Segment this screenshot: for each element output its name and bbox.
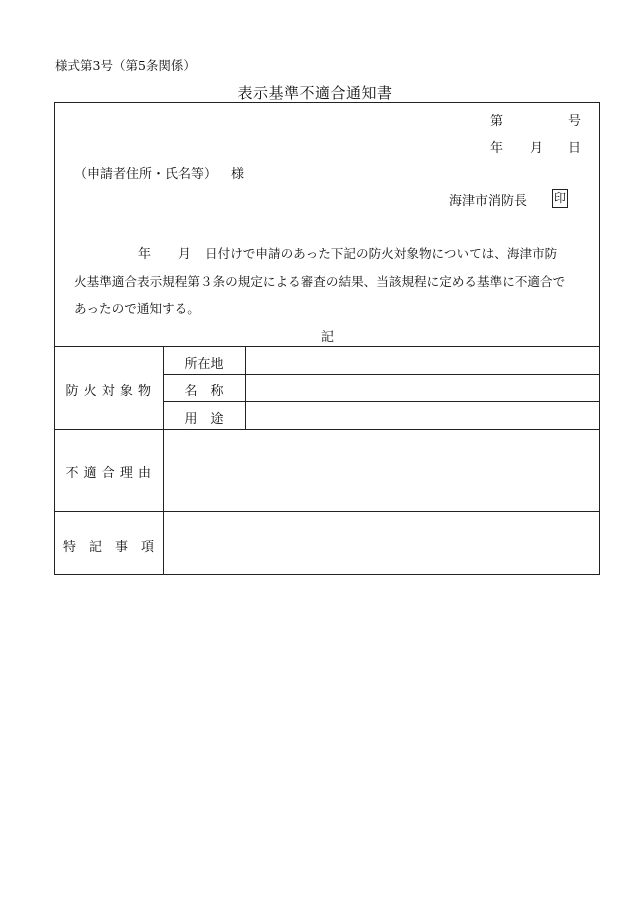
section-divider-notes xyxy=(54,511,600,512)
row-label-use: 用 途 xyxy=(184,412,224,427)
body-date-month: 月 xyxy=(178,247,192,262)
applicant-placeholder: （申請者住所・氏名等） xyxy=(74,167,218,182)
ki-heading: 記 xyxy=(321,330,335,345)
honorific-sama: 様 xyxy=(231,167,245,182)
row-divider-2 xyxy=(163,401,600,402)
row-divider-1 xyxy=(163,374,600,375)
seal-stamp-box: 印 xyxy=(552,189,568,208)
issuer-name: 海津市消防長 xyxy=(449,194,528,209)
notes-label: 特 記 事 項 xyxy=(62,540,154,555)
reason-label: 不 適 合 理 由 xyxy=(65,466,152,481)
form-number-label: 様式第3号（第5条関係） xyxy=(55,58,196,73)
section-divider-reason xyxy=(54,429,600,430)
number-prefix: 第 xyxy=(490,114,504,129)
table-top-border xyxy=(54,346,600,347)
body-date-year: 年 xyxy=(138,247,152,262)
body-line-2: 火基準適合表示規程第３条の規定による審査の結果、当該規程に定める基準に不適合で xyxy=(74,274,566,289)
object-label: 防 火 対 象 物 xyxy=(65,384,152,399)
number-suffix: 号 xyxy=(568,114,582,129)
date-month-label: 月 xyxy=(530,141,544,156)
body-line-3: あったので通知する。 xyxy=(74,301,200,316)
sublabel-column-divider xyxy=(245,346,246,429)
document-title: 表示基準不適合通知書 xyxy=(237,84,393,102)
body-line-1: 日付けで申請のあった下記の防火対象物については、海津市防 xyxy=(205,246,558,261)
row-label-location: 所在地 xyxy=(184,357,224,372)
row-label-name: 名 称 xyxy=(184,384,224,399)
date-year-label: 年 xyxy=(490,141,504,156)
date-day-label: 日 xyxy=(568,141,582,156)
